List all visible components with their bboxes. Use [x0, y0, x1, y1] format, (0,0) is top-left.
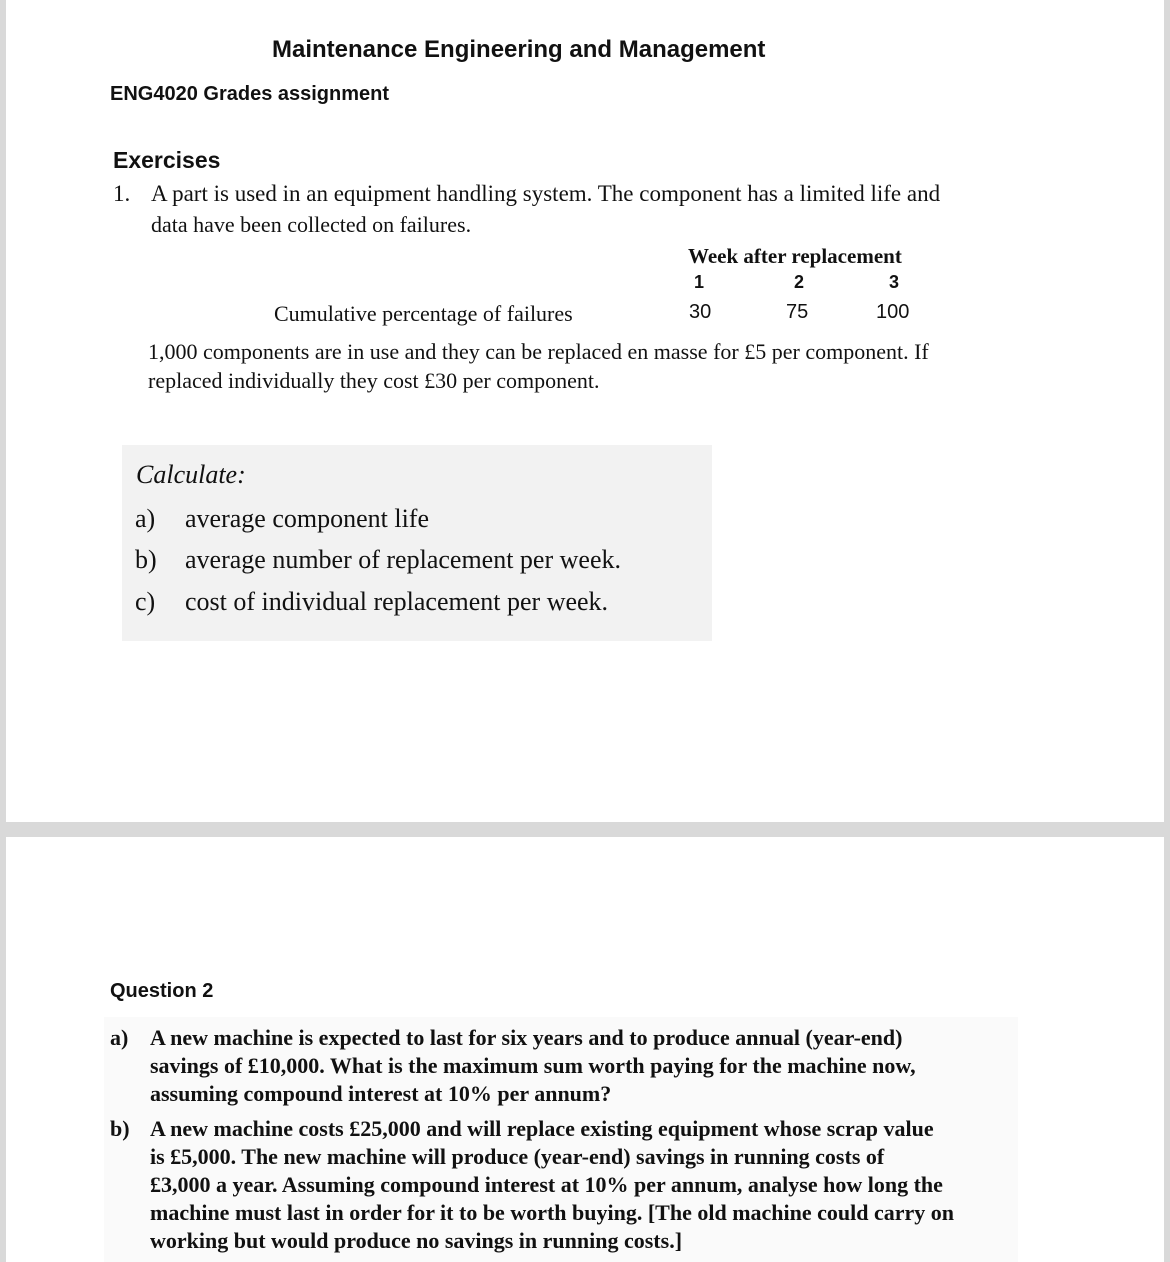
part-a-line: A new machine is expected to last for six years and to produce annual (year-end)	[150, 1025, 903, 1050]
exercises-heading: Exercises	[113, 147, 221, 173]
question1-text-line: A part is used in an equipment handling system. The component has a limited life and	[151, 181, 941, 206]
document-page-1	[6, 0, 1164, 822]
part-b-label: b)	[110, 1116, 130, 1141]
table-value-week-2: 75	[786, 301, 809, 323]
part-b-line: machine must last in order for it to be worth buying. [The old machine could carry on	[150, 1200, 955, 1225]
table-header-week: Week after replacement	[688, 244, 902, 268]
part-a-label: a)	[110, 1025, 129, 1050]
item-text: average component life	[185, 504, 429, 533]
table-value-week-1: 30	[689, 301, 712, 323]
part-b-line: working but would produce no savings in running costs.]	[150, 1228, 683, 1253]
calculate-item-b	[135, 545, 621, 575]
calculate-item-c	[135, 587, 608, 617]
item-text: average number of replacement per week.	[185, 545, 621, 574]
part-b-line: £3,000 a year. Assuming compound interest at 10% per annum, analyse how long the	[150, 1172, 943, 1197]
table-row-label: Cumulative percentage of failures	[274, 301, 573, 326]
item-label: a)	[135, 504, 156, 533]
question1-paragraph-line: replaced individually they cost £30 per component.	[148, 368, 600, 393]
question1-number: 1.	[113, 181, 131, 206]
question1-paragraph-line: 1,000 components are in use and they can be replaced en masse for £5 per component. If	[148, 339, 929, 364]
table-value-week-3: 100	[876, 301, 910, 323]
assignment-subtitle: ENG4020 Grades assignment	[110, 83, 390, 105]
document-title: Maintenance Engineering and Management	[272, 36, 766, 63]
part-a-line: assuming compound interest at 10% per annum?	[150, 1081, 612, 1106]
question2-heading: Question 2	[110, 980, 214, 1002]
table-week-2: 2	[794, 272, 805, 292]
item-label: c)	[135, 587, 156, 616]
calculate-label: Calculate:	[136, 460, 246, 489]
part-b-line: A new machine costs £25,000 and will replace existing equipment whose scrap value	[150, 1116, 934, 1141]
part-a-line: savings of £10,000. What is the maximum sum worth paying for the machine now,	[150, 1053, 916, 1078]
question1-text-line: data have been collected on failures.	[151, 212, 472, 237]
part-b-line: is £5,000. The new machine will produce (year-end) savings in running costs of	[150, 1144, 885, 1169]
item-label: b)	[135, 545, 157, 574]
table-week-3: 3	[889, 272, 900, 292]
calculate-item-a	[135, 504, 429, 534]
item-text: cost of individual replacement per week.	[185, 587, 609, 616]
document-page-2	[6, 837, 1164, 1262]
table-week-1: 1	[694, 272, 705, 292]
